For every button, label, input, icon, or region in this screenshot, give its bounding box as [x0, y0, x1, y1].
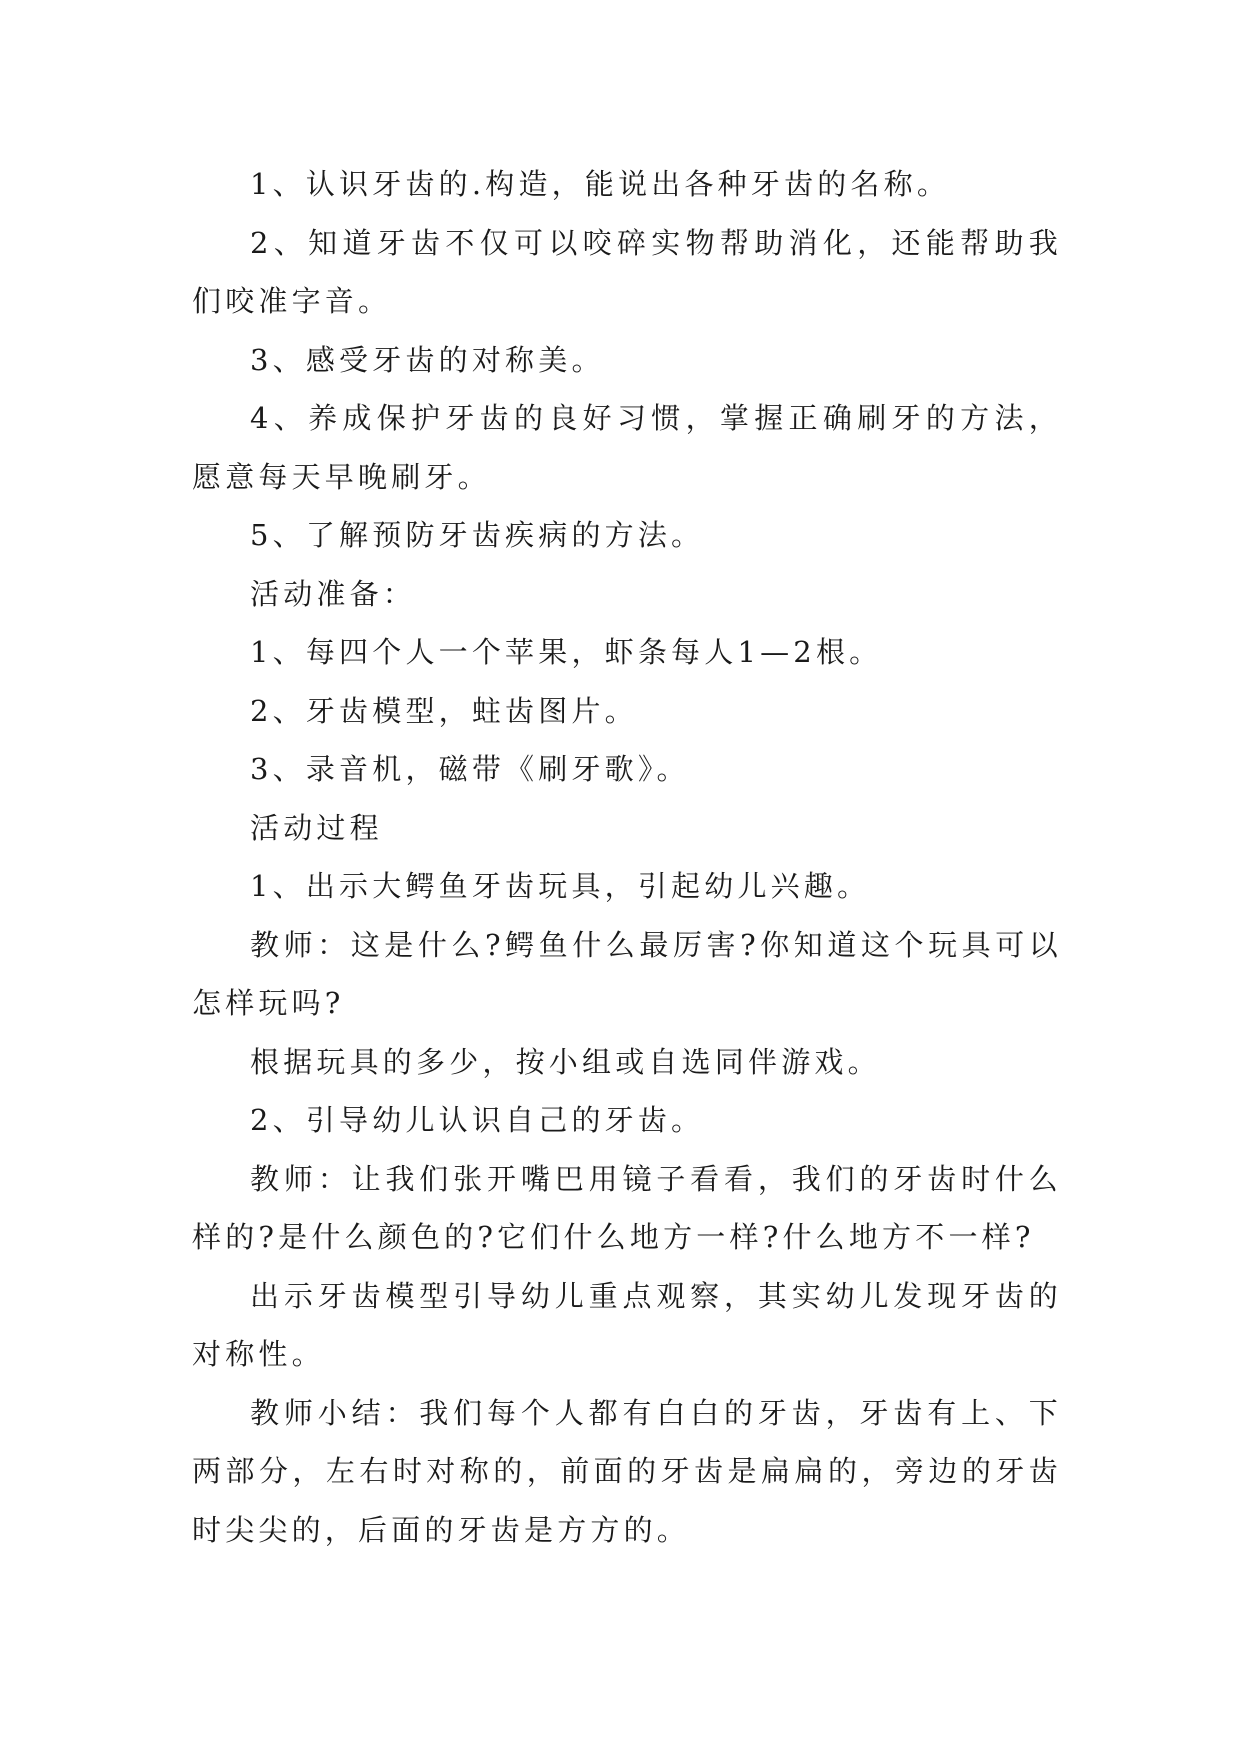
paragraph: 3、感受牙齿的对称美。 [250, 342, 605, 377]
document-body [192, 155, 1062, 1559]
section-heading: 活动过程 [250, 810, 383, 845]
paragraph: 教师：这是什么?鳄鱼什么最厉害?你知道这个玩具可以怎样玩吗? [192, 927, 1062, 1020]
paragraph: 4、养成保护牙齿的良好习惯，掌握正确刷牙的方法，愿意每天早晚刷牙。 [192, 401, 1062, 494]
paragraph: 根据玩具的多少，按小组或自选同伴游戏。 [250, 1044, 881, 1079]
paragraph: 教师小结：我们每个人都有白白的牙齿，牙齿有上、下两部分，左右时对称的，前面的牙齿是扁扁的，旁边的牙齿时尖尖的，后面的牙齿是方方的。 [192, 1395, 1062, 1547]
paragraph: 3、录音机，磁带《刷牙歌》。 [250, 752, 690, 786]
paragraph: 2、牙齿模型，蛀齿图片。 [250, 693, 638, 728]
paragraph: 2、引导幼儿认识自己的牙齿。 [250, 1103, 705, 1137]
paragraph: 2、知道牙齿不仅可以咬碎实物帮助消化，还能帮助我们咬准字音。 [192, 225, 1062, 318]
paragraph: 教师：让我们张开嘴巴用镜子看看，我们的牙齿时什么样的?是什么颜色的?它们什么地方一样?什么地方不一样? [192, 1161, 1062, 1254]
section-heading: 活动准备： [250, 576, 417, 611]
paragraph: 1、每四个人一个苹果，虾条每人1—2根。 [250, 635, 883, 669]
paragraph: 1、认识牙齿的.构造，能说出各种牙齿的名称。 [250, 167, 951, 201]
paragraph: 5、了解预防牙齿疾病的方法。 [250, 518, 705, 552]
paragraph: 出示牙齿模型引导幼儿重点观察，其实幼儿发现牙齿的对称性。 [192, 1278, 1062, 1371]
paragraph: 1、出示大鳄鱼牙齿玩具，引起幼儿兴趣。 [250, 869, 871, 903]
